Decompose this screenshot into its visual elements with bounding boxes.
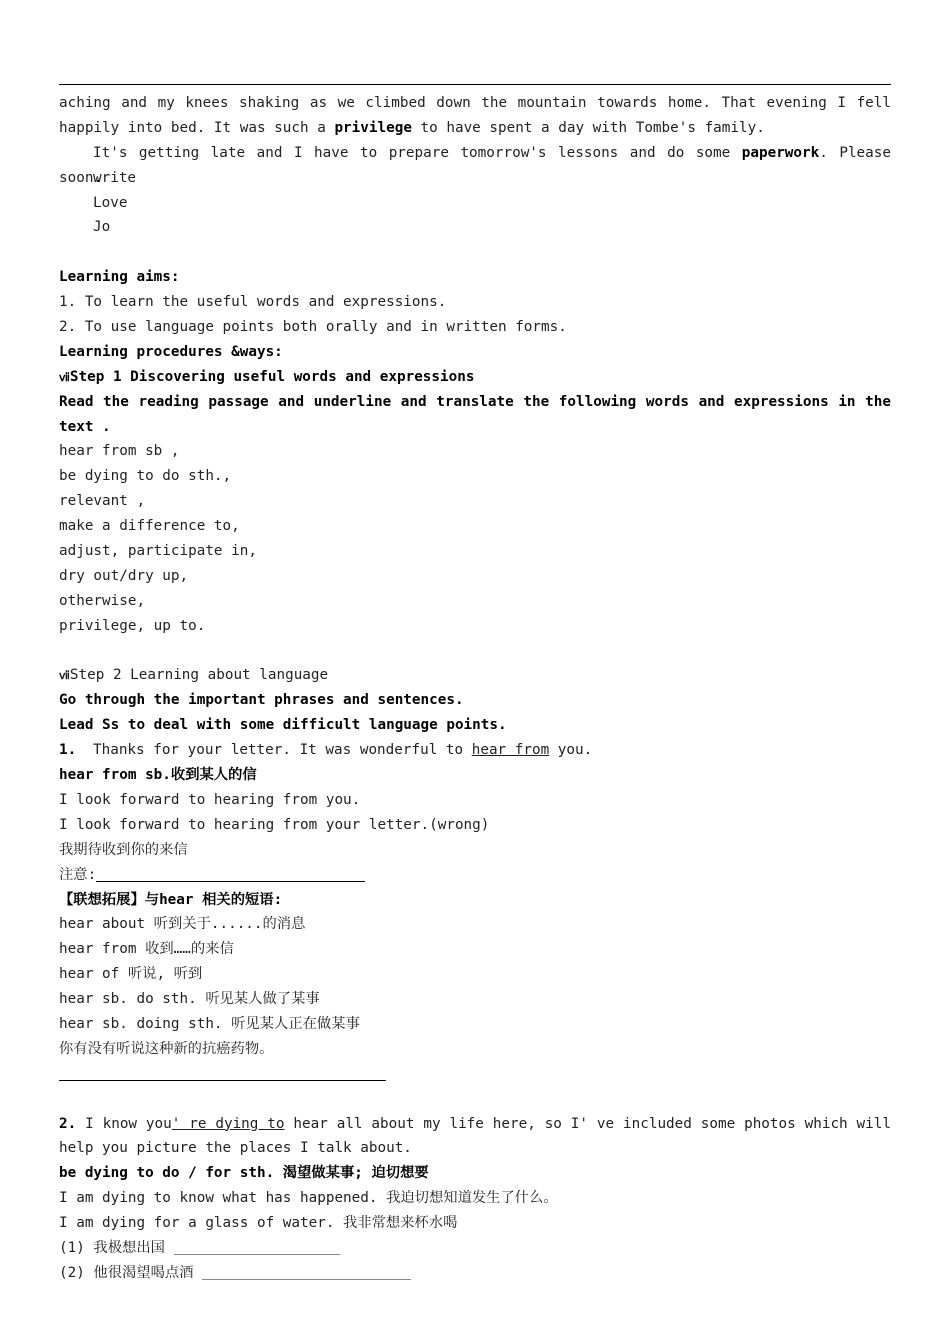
point2-sentence-line-2: help you picture the places I talk about. — [59, 1140, 412, 1157]
expression-item: relevant , — [59, 493, 146, 510]
exercise-item: (1) 我极想出国 — [59, 1236, 891, 1261]
header-rule — [59, 84, 891, 85]
step2-title: ⅶStep 2 Learning about language — [59, 667, 329, 684]
exercise-blank[interactable] — [174, 1238, 340, 1255]
keyword-privilege: privilege — [334, 119, 412, 136]
expression-item: otherwise, — [59, 592, 146, 609]
point2-sentence-line-1: 2. I know you' re dying to hear all about my life here, so I' ve included some photos which will — [59, 1115, 891, 1132]
step1-instruction-line-2: text . — [59, 418, 111, 435]
point2-phrase: be dying to do / for sth. 渴望做某事; 迫切想要 — [59, 1165, 429, 1182]
note-field: 注意: — [59, 863, 891, 888]
expression-item: make a difference to, — [59, 518, 240, 535]
hear-phrase-item: hear of 听说, 听到 — [59, 966, 203, 983]
point1-sentence: 1. Thanks for your letter. It was wonderful to hear from you. — [59, 738, 891, 763]
example-sentence: I am dying for a glass of water. 我非常想来杯水喝 — [59, 1215, 458, 1232]
example-translation: 我期待收到你的来信 — [59, 841, 188, 858]
expression-item: privilege, up to. — [59, 617, 206, 634]
expression-item: dry out/dry up, — [59, 567, 189, 584]
spacer — [59, 1087, 891, 1112]
exercise-item: (2) 他很渴望喝点酒 — [59, 1261, 891, 1286]
step1-instruction-line-1: Read the reading passage and underline and translate the following words and expressions in the — [59, 393, 891, 410]
underlined-phrase: ' re dying to — [171, 1115, 285, 1132]
step-marker-icon: ⅶ — [59, 370, 70, 384]
point1-phrase: hear from sb.收到某人的信 — [59, 767, 257, 784]
answer-line[interactable] — [59, 1062, 891, 1087]
procedures-heading: Learning procedures &ways: — [59, 343, 283, 360]
step2-line-1: Go through the important phrases and sentences. — [59, 692, 464, 709]
letter-line-3: It's getting late and I have to prepare tomorrow's lessons and do some paperwork. Please write — [93, 144, 891, 186]
aims-heading: Learning aims: — [59, 269, 180, 286]
example-sentence: I look forward to hearing from you. — [59, 791, 361, 808]
hear-phrase-item: hear sb. doing sth. 听见某人正在做某事 — [59, 1015, 360, 1032]
step2-line-2: Lead Ss to deal with some difficult language points. — [59, 717, 507, 734]
aim-item: 1. To learn the useful words and expressions. — [59, 294, 447, 311]
extend-title: 【联想拓展】与hear 相关的短语: — [59, 891, 283, 908]
expression-item: be dying to do sth., — [59, 468, 232, 485]
step1-title: ⅶStep 1 Discovering useful words and expressions — [59, 368, 475, 385]
letter-line-2: happily into bed. It was such a privilege to have spent a day with Tombe's family. — [59, 119, 765, 136]
letter-line-1: aching and my knees shaking as we climbed down the mountain towards home. That evening I fell — [59, 95, 891, 111]
point-number: 2. — [59, 1115, 77, 1132]
step-marker-icon: ⅶ — [59, 669, 70, 683]
letter-closing: Love — [93, 194, 128, 211]
point-number: 1. — [59, 742, 77, 759]
expression-item: adjust, participate in, — [59, 543, 257, 560]
expression-item: hear from sb , — [59, 443, 180, 460]
spacer — [59, 240, 891, 265]
note-blank[interactable] — [96, 865, 365, 882]
translation-question: 你有没有听说这种新的抗癌药物。 — [59, 1040, 274, 1057]
hear-phrase-item: hear sb. do sth. 听见某人做了某事 — [59, 991, 320, 1008]
example-sentence: I look forward to hearing from your letter.(wrong) — [59, 816, 490, 833]
letter-line-4: soon. — [59, 169, 103, 186]
hear-phrase-item: hear from 收到……的来信 — [59, 941, 234, 958]
exercise-blank[interactable] — [202, 1263, 411, 1280]
spacer — [59, 639, 891, 664]
underlined-phrase: hear from — [471, 742, 550, 759]
document-page — [59, 91, 891, 1286]
hear-phrase-item: hear about 听到关于......的消息 — [59, 916, 306, 933]
keyword-paperwork: paperwork — [741, 144, 820, 161]
letter-signature: Jo — [93, 219, 111, 236]
example-sentence: I am dying to know what has happened. 我迫切想知道发生了什么。 — [59, 1190, 558, 1207]
aim-item: 2. To use language points both orally and in written forms. — [59, 319, 567, 336]
